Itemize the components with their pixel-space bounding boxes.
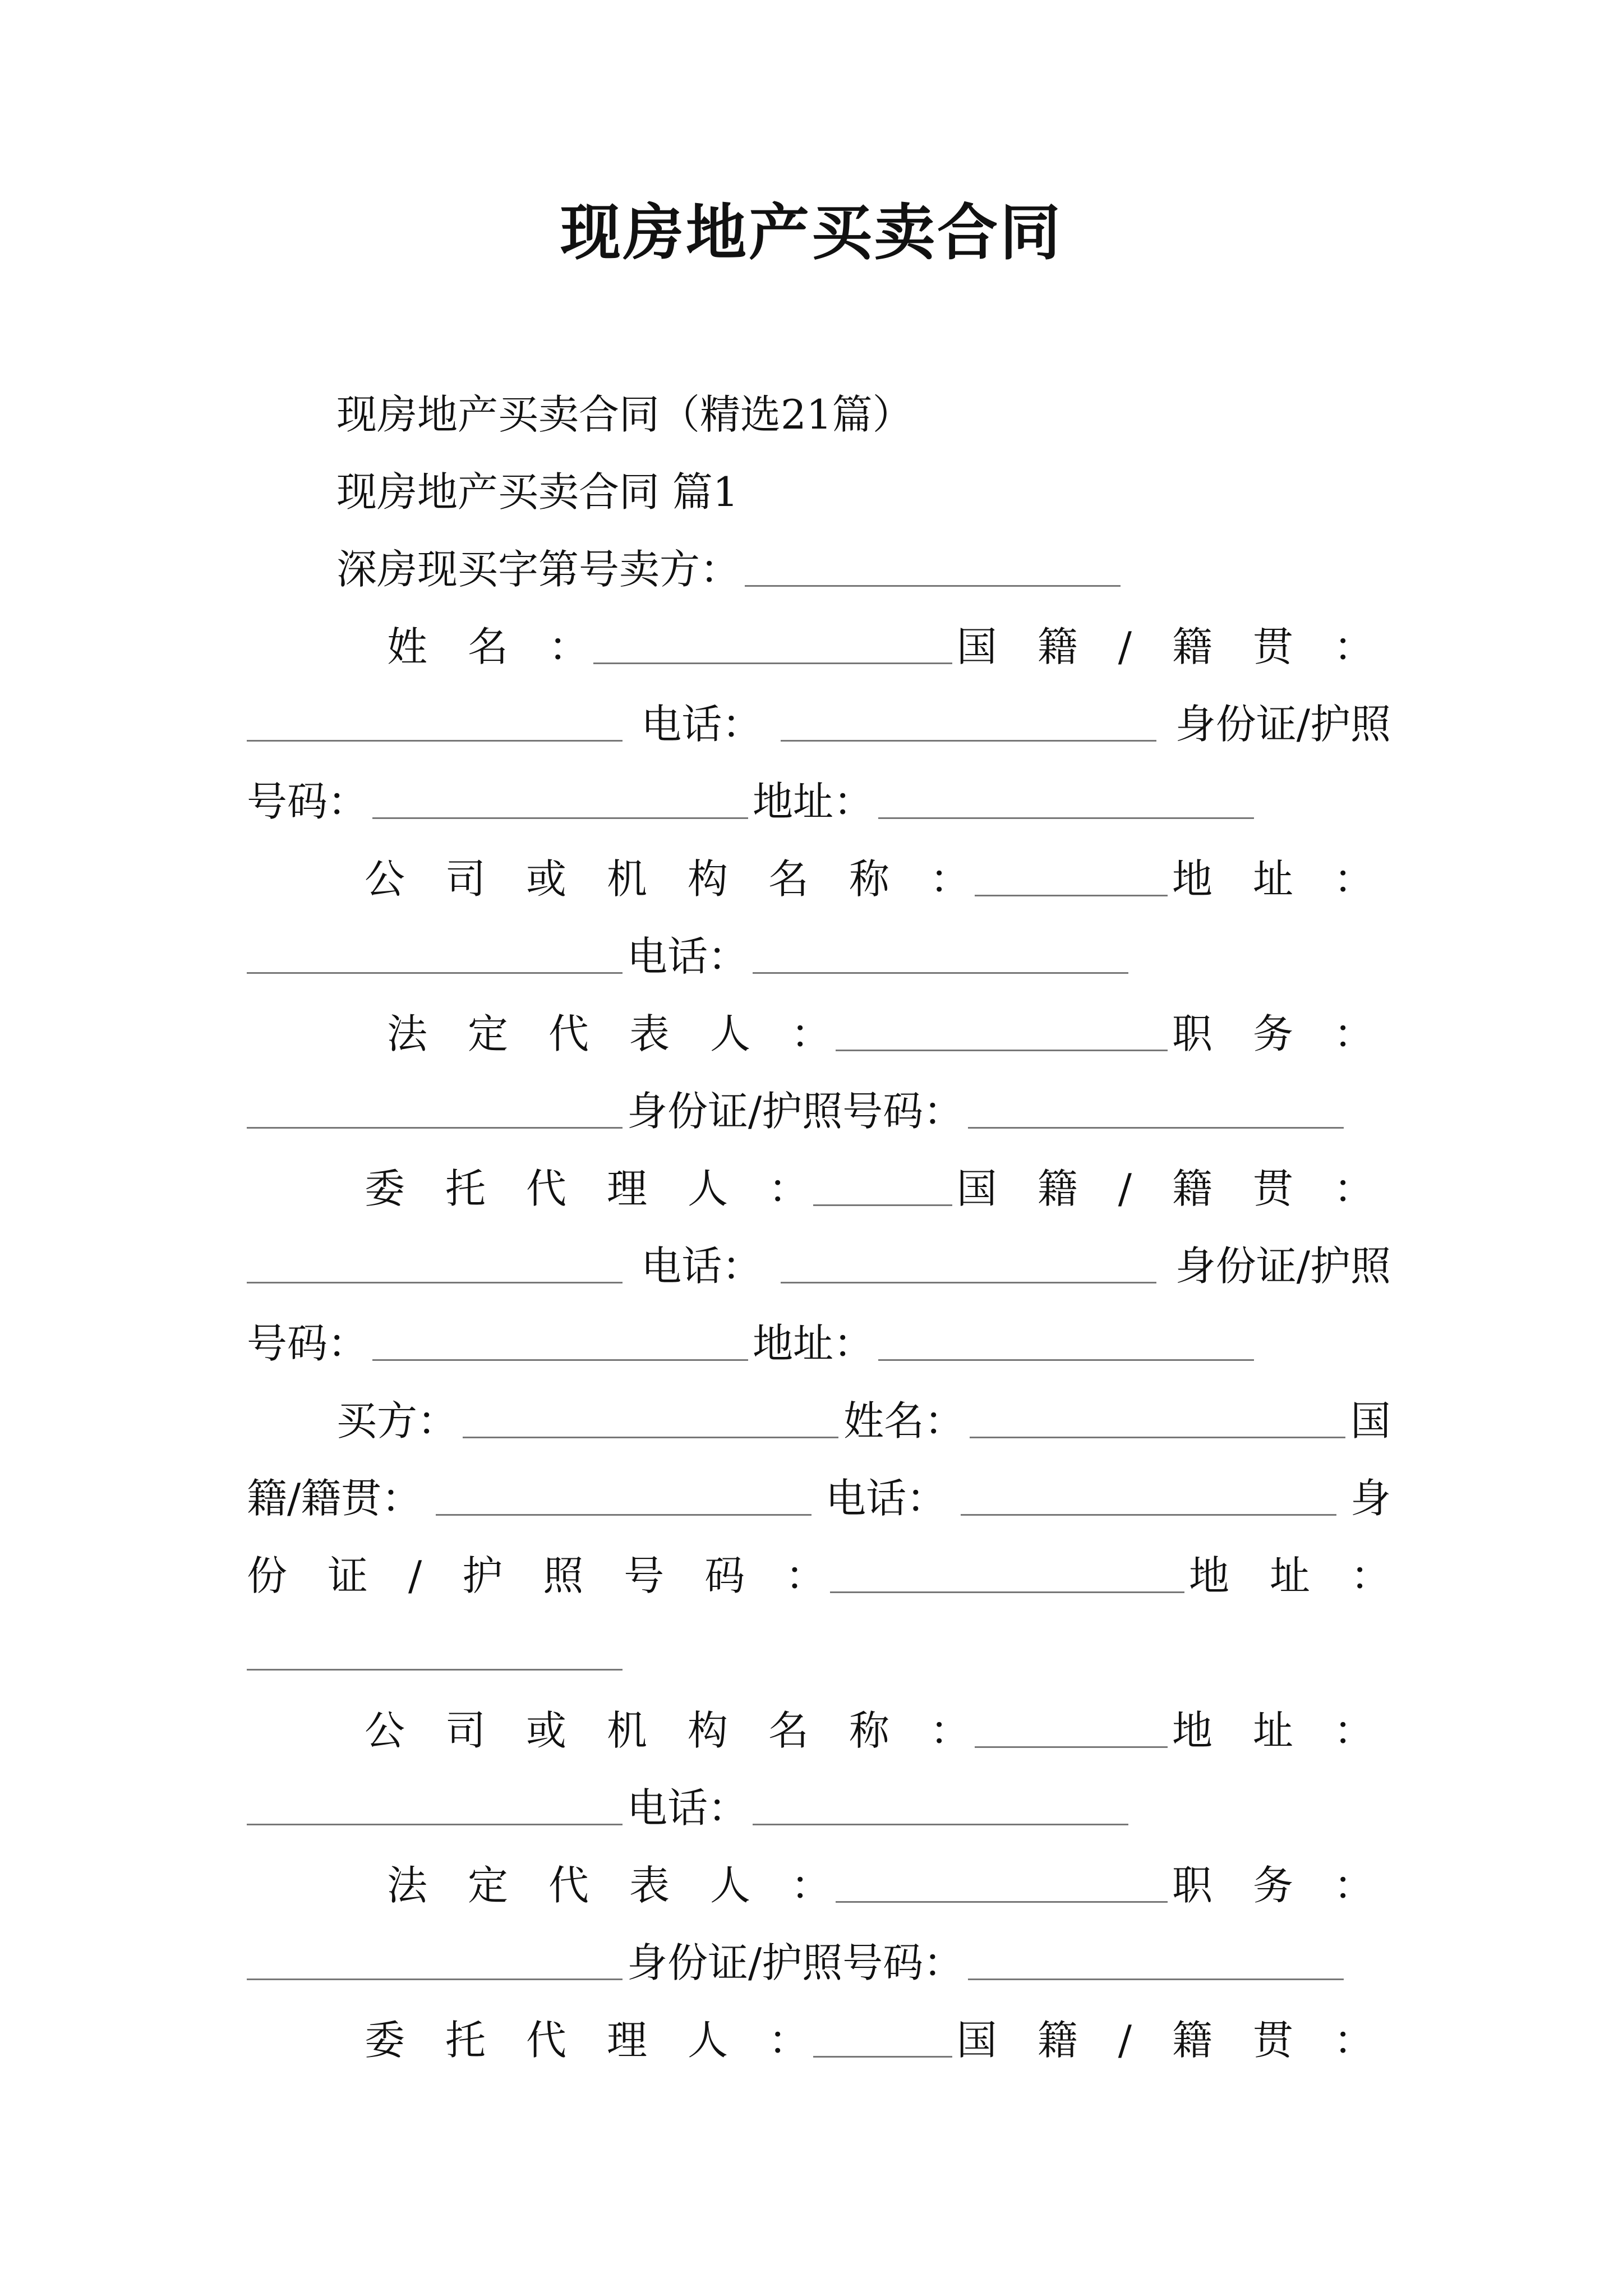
contract-number-line	[336, 531, 1481, 608]
seller-company-phone-blank[interactable]	[753, 933, 1128, 974]
buyer-legal-rep-id-blank[interactable]	[968, 1939, 1344, 1980]
buyer-id-start: 身	[1350, 1475, 1391, 1522]
buyer-id-line	[247, 1537, 1391, 1614]
buyer-phone-label: 电话：	[826, 1475, 947, 1522]
seller-id-label: 身份证/护照	[1175, 701, 1391, 748]
seller-nationality-blank[interactable]	[247, 701, 623, 742]
buyer-nationality-start: 国	[1350, 1397, 1391, 1444]
seller-agent-id-address-line	[247, 1305, 1391, 1382]
seller-agent-nationality-blank[interactable]	[247, 1243, 623, 1283]
buyer-address-label: 地 址 ：	[1188, 1552, 1391, 1599]
seller-legal-rep-blank[interactable]	[836, 1010, 1168, 1051]
buyer-id-label: 份 证 / 护 照 号 码 ：	[247, 1552, 826, 1599]
contract-number-label: 深房现买字第号卖方：	[336, 546, 741, 593]
document-subtitle	[336, 376, 1481, 453]
section-heading	[336, 453, 1481, 531]
buyer-agent-label: 委 托 代 理 人 ：	[365, 2017, 809, 2064]
buyer-legal-rep-label: 法 定 代 表 人 ：	[387, 1862, 832, 1909]
seller-address-blank[interactable]	[878, 778, 1254, 819]
buyer-blank[interactable]	[463, 1397, 838, 1438]
buyer-company-address-label: 地 址 ：	[1172, 1707, 1374, 1754]
buyer-name-blank[interactable]	[970, 1397, 1345, 1438]
seller-company-address-label: 地 址 ：	[1172, 855, 1374, 903]
seller-phone-label: 电话：	[641, 701, 763, 748]
seller-legal-rep-line	[387, 995, 1374, 1073]
seller-phone-line	[247, 685, 1391, 763]
seller-name-label: 姓 名 ：	[387, 623, 589, 670]
buyer-agent-blank[interactable]	[813, 2017, 952, 2058]
buyer-company-label: 公 司 或 机 构 名 称 ：	[365, 1707, 971, 1754]
buyer-company-address-blank[interactable]	[247, 1784, 623, 1825]
buyer-label: 买方：	[336, 1397, 458, 1444]
seller-agent-address-blank[interactable]	[878, 1320, 1254, 1361]
buyer-company-line	[365, 1692, 1374, 1769]
buyer-legal-rep-id-line	[247, 1924, 1391, 2001]
seller-legal-rep-label: 法 定 代 表 人 ：	[387, 1010, 832, 1057]
seller-nationality-label: 国 籍 / 籍 贯 ：	[956, 623, 1374, 670]
seller-address-label: 地址：	[753, 778, 874, 825]
seller-company-phone-line	[247, 918, 1391, 995]
seller-company-blank[interactable]	[975, 855, 1168, 896]
seller-agent-id-label: 身份证/护照	[1175, 1243, 1391, 1290]
seller-company-label: 公 司 或 机 构 名 称 ：	[365, 855, 971, 903]
seller-agent-id-blank[interactable]	[372, 1320, 748, 1361]
seller-company-phone-label: 电话：	[627, 933, 749, 980]
subtitle-text: 现房地产买卖合同（精选21篇）	[336, 391, 913, 438]
buyer-legal-rep-blank[interactable]	[836, 1862, 1168, 1903]
buyer-address-line	[247, 1614, 1391, 1692]
buyer-company-phone-blank[interactable]	[753, 1784, 1128, 1825]
seller-id-number-label: 号码：	[247, 778, 368, 825]
seller-position-blank[interactable]	[247, 1088, 623, 1129]
document-title: 现房地产买卖合同	[560, 197, 1063, 268]
seller-agent-label: 委 托 代 理 人 ：	[365, 1165, 809, 1212]
seller-name-blank[interactable]	[593, 623, 952, 664]
buyer-position-label: 职 务 ：	[1172, 1862, 1374, 1909]
seller-blank[interactable]	[745, 546, 1121, 587]
buyer-legal-rep-line	[387, 1847, 1374, 1924]
section-heading-text: 现房地产买卖合同 篇1	[336, 468, 739, 516]
seller-company-line	[365, 840, 1374, 918]
seller-company-address-blank[interactable]	[247, 933, 623, 974]
buyer-company-phone-label: 电话：	[627, 1784, 749, 1832]
seller-legal-rep-id-line	[247, 1073, 1391, 1150]
buyer-position-blank[interactable]	[247, 1939, 623, 1980]
seller-agent-address-label: 地址：	[753, 1320, 874, 1367]
seller-agent-id-number-label: 号码：	[247, 1320, 368, 1367]
seller-position-label: 职 务 ：	[1172, 1010, 1374, 1057]
buyer-nationality-blank[interactable]	[436, 1475, 811, 1516]
seller-legal-rep-id-label: 身份证/护照号码：	[627, 1088, 964, 1135]
seller-id-blank[interactable]	[372, 778, 748, 819]
seller-id-address-line	[247, 763, 1391, 840]
buyer-address-blank[interactable]	[247, 1630, 623, 1671]
buyer-phone-blank[interactable]	[961, 1475, 1336, 1516]
buyer-company-phone-line	[247, 1769, 1391, 1847]
buyer-company-blank[interactable]	[975, 1707, 1168, 1748]
seller-agent-nationality-label: 国 籍 / 籍 贯 ：	[956, 1165, 1374, 1212]
seller-phone-blank[interactable]	[781, 701, 1156, 742]
seller-agent-phone-label: 电话：	[641, 1243, 763, 1290]
buyer-id-blank[interactable]	[830, 1552, 1184, 1593]
buyer-name-label: 姓名：	[843, 1397, 965, 1444]
seller-agent-phone-blank[interactable]	[781, 1243, 1156, 1283]
seller-agent-line	[365, 1150, 1374, 1227]
seller-agent-blank[interactable]	[813, 1165, 952, 1206]
buyer-nationality-line	[247, 1460, 1391, 1537]
buyer-agent-nationality-label: 国 籍 / 籍 贯 ：	[956, 2017, 1374, 2064]
buyer-agent-line	[365, 2001, 1374, 2079]
seller-name-line	[387, 608, 1374, 685]
seller-agent-phone-line	[247, 1227, 1391, 1305]
seller-legal-rep-id-blank[interactable]	[968, 1088, 1344, 1129]
buyer-legal-rep-id-label: 身份证/护照号码：	[627, 1939, 964, 1986]
buyer-line	[336, 1382, 1391, 1460]
buyer-nationality-label: 籍/籍贯：	[247, 1475, 422, 1522]
